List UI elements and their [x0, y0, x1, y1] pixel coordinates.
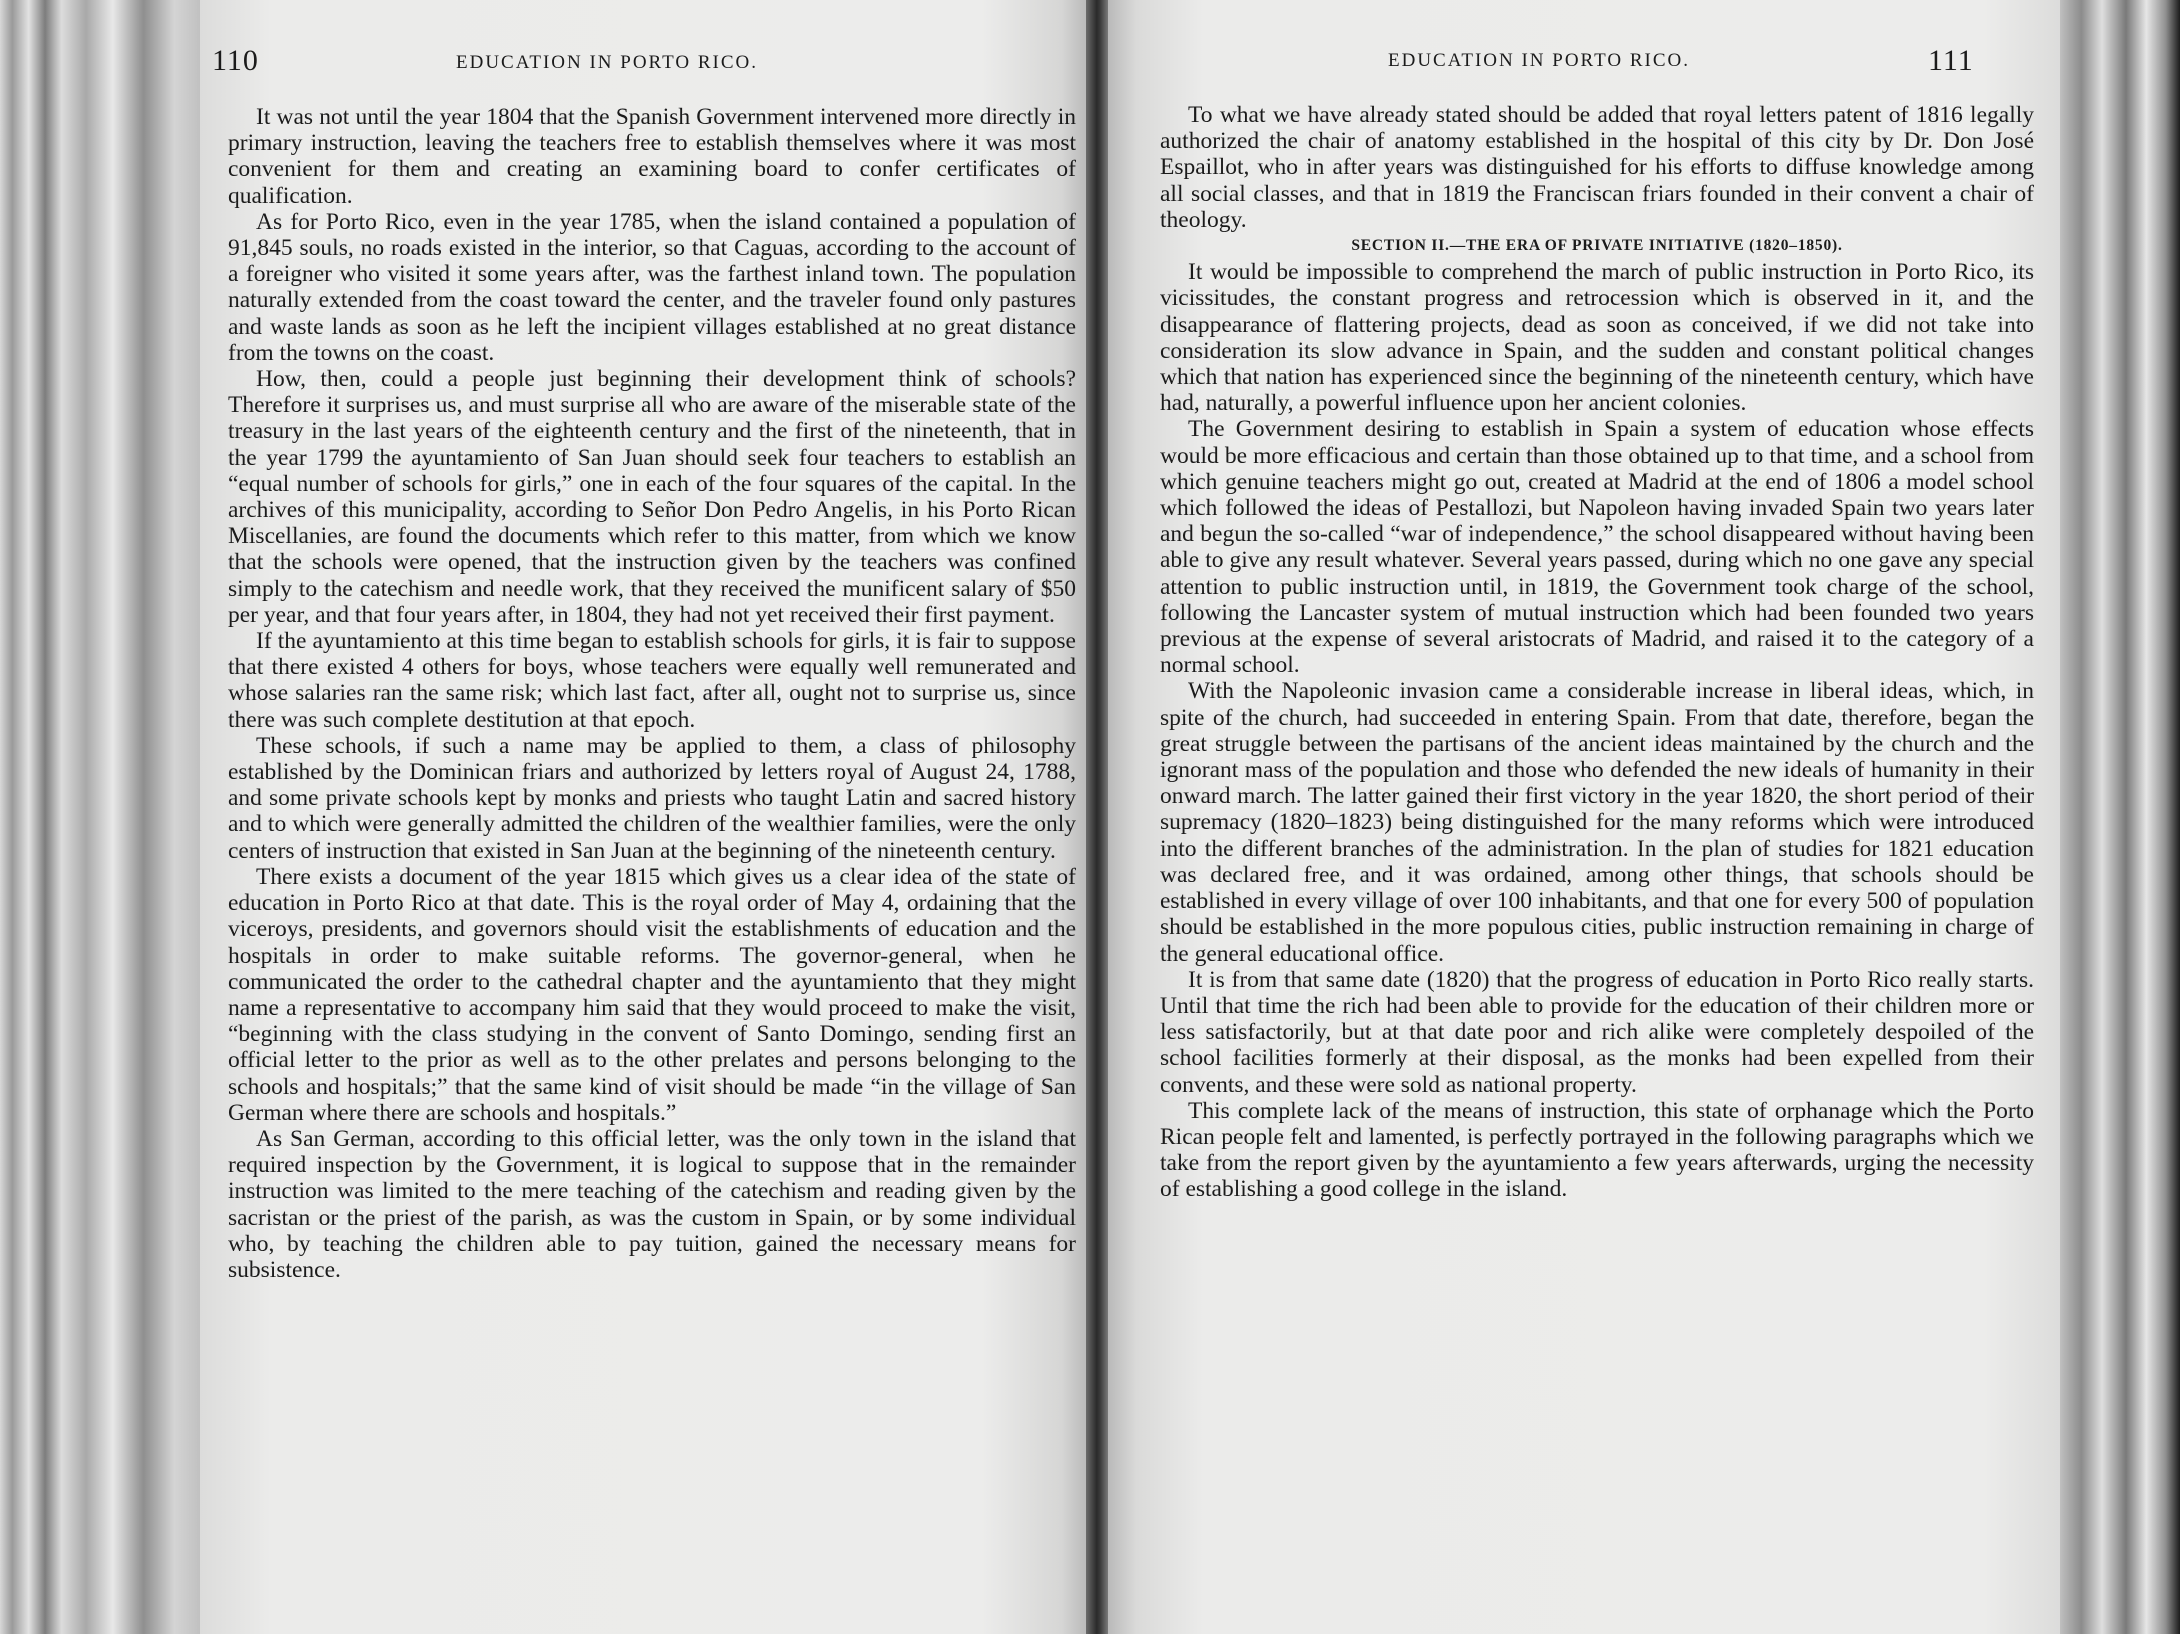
- right-paragraph: With the Napoleonic invasion came a considerable increase in liberal ideas, which, in spite of the church, had succeeded in entering Spain. From that date, therefore, began the great struggle between the partisans of the ancient ideas maintained by the church and the ignorant mass of the population and those who defended the new ideals of humanity in their onward march. The latter gained their first victory in the year 1820, the short period of their supremacy (1820–1823) being distinguished for the many reforms which were introduced into the different branches of the administration. In the plan of studies for 1821 education was declared free, and it was ordained, among other things, that schools should be established in every village of over 100 inhabitants, and that one for every 500 of population should be established in the more populous cities, public instruction remaining in charge of the general educational office.: [1160, 678, 2034, 967]
- left-running-head: EDUCATION IN PORTO RICO.: [456, 52, 758, 73]
- left-page-edges: [0, 0, 205, 1634]
- book-gutter: [1086, 0, 1110, 1634]
- left-text-column: [228, 104, 1076, 1283]
- section-heading: SECTION II.—THE ERA OF PRIVATE INITIATIVE (1820–1850).: [1351, 237, 1843, 255]
- right-page-edges: [2060, 0, 2180, 1634]
- right-text-column: [1160, 102, 2034, 1203]
- left-paragraph: As San German, according to this official letter, was the only town in the island that required inspection by the Government, it is logical to suppose that in the remainder instruction was limited to the mere teaching of the catechism and reading given by the sacristan or the priest of the parish, as was the custom in Spain, or by some individual who, by teaching the children able to pay tuition, gained the necessary means for subsistence.: [228, 1125, 1076, 1283]
- left-paragraph: If the ayuntamiento at this time began to establish schools for girls, it is fair to suppose that there existed 4 others for boys, whose teachers were equally well remunerated and whose salaries ran the same risk; which last fact, after all, ought not to surprise us, since there was such complete destitution at that epoch.: [228, 628, 1076, 733]
- right-page-number: 111: [1928, 44, 1974, 77]
- left-paragraph: These schools, if such a name may be applied to them, a class of philosophy established by the Dominican friars and authorized by letters royal of August 24, 1788, and some private schools kept by monks and priests who taught Latin and sacred history and to which were generally admitted the children of the wealthier families, were the only centers of instruction that existed in San Juan at the beginning of the nineteenth century.: [228, 732, 1076, 864]
- left-paragraph: As for Porto Rico, even in the year 1785, when the island contained a population of 91,845 souls, no roads existed in the interior, so that Caguas, according to the account of a foreigner who visited it some years after, was the farthest inland town. The population naturally extended from the coast toward the center, and the traveler found only pastures and waste lands as soon as he left the incipient villages established at no great distance from the towns on the coast.: [228, 208, 1076, 366]
- right-page: [1108, 0, 2060, 1634]
- right-paragraph: To what we have already stated should be added that royal letters patent of 1816 legally authorized the chair of anatomy established in the hospital of this city by Dr. Don José Espaillot, who in after years was distinguished for his efforts to diffuse knowledge among all social classes, and that in 1819 the Franciscan friars founded in their convent a chair of theology.: [1160, 102, 2034, 233]
- right-paragraph: The Government desiring to establish in Spain a system of education whose effects would be more efficacious and certain than those obtained up to that time, and a school from which genuine teachers might go out, created at Madrid at the end of 1806 a model school which followed the ideas of Pestallozi, but Napoleon having invaded Spain two years later and begun the so-called “war of independence,” the school disappeared without having been able to give any result whatever. Several years passed, during which no one gave any special attention to public instruction until, in 1819, the Government took charge of the school, following the Lancaster system of mutual instruction which had been founded two years previous at the expense of several aristocrats of Madrid, and raised it to the category of a normal school.: [1160, 416, 2034, 679]
- right-paragraph: It would be impossible to comprehend the march of public instruction in Porto Rico, its vicissitudes, the constant progress and retrocession which is observed in it, and the disappearance of flattering projects, dead as soon as conceived, if we did not take into consideration its slow advance in Spain, and the sudden and constant political changes which that nation has experienced since the beginning of the nineteenth century, which have had, naturally, a powerful influence upon her ancient colonies.: [1160, 259, 2034, 417]
- left-paragraph: It was not until the year 1804 that the Spanish Government intervened more directly in primary instruction, leaving the teachers free to establish themselves where it was most convenient for them and creating an examining board to confer certificates of qualification.: [228, 104, 1076, 209]
- right-running-head: EDUCATION IN PORTO RICO.: [1388, 50, 1690, 71]
- left-page: [200, 0, 1088, 1634]
- left-page-number: 110: [212, 44, 259, 77]
- left-paragraph: How, then, could a people just beginning their development think of schools? Therefore it surprises us, and must surprise all who are aware of the miserable state of the treasury in the last years of the eighteenth century and the first of the nineteenth, that in the year 1799 the ayuntamiento of San Juan should seek four teachers to establish an “equal number of schools for girls,” one in each of the four squares of the capital. In the archives of this municipality, according to Señor Don Pedro Angelis, in his Porto Rican Miscellanies, are found the documents which refer to this matter, from which we know that the schools were opened, that the instruction given by the teachers was confined simply to the catechism and needle work, that they received the munificent salary of $50 per year, and that four years after, in 1804, they had not yet received their first payment.: [228, 366, 1076, 628]
- right-paragraph: This complete lack of the means of instruction, this state of orphanage which the Porto Rican people felt and lamented, is perfectly portrayed in the following paragraphs which we take from the report given by the ayuntamiento a few years afterwards, urging the necessity of establishing a good college in the island.: [1160, 1097, 2034, 1203]
- right-paragraph: It is from that same date (1820) that the progress of education in Porto Rico really starts. Until that time the rich had been able to provide for the education of their children more or less satisfactorily, but at that date poor and rich alike were completely despoiled of the school facilities formerly at their disposal, as the monks had been expelled from their convents, and these were sold as national property.: [1160, 966, 2034, 1098]
- left-paragraph: There exists a document of the year 1815 which gives us a clear idea of the state of education in Porto Rico at that date. This is the royal order of May 4, ordaining that the viceroys, presidents, and governors should visit the establishments of education and the hospitals in order to make suitable reforms. The governor-general, when he communicated the order to the cathedral chapter and the ayuntamiento that they might name a representative to accompany him said that they would proceed to make the visit, “beginning with the class studying in the convent of Santo Domingo, sending first an official letter to the prior as well as to the other prelates and persons belonging to the schools and hospitals;” that the same kind of visit should be made “in the village of San German where there are schools and hospitals.”: [228, 863, 1076, 1126]
